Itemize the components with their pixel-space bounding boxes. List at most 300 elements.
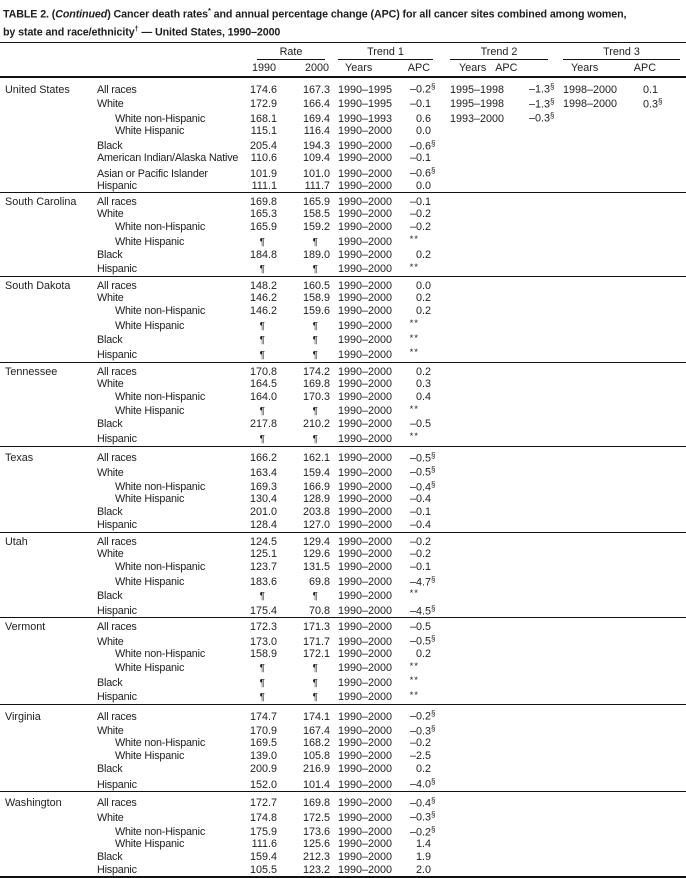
trend2-apc	[507, 277, 551, 293]
apc-value: –0.5	[409, 635, 431, 648]
trend3-years	[551, 404, 625, 419]
trend1-years: 1990–2000	[338, 292, 393, 305]
trend1-years: 1990–2000	[338, 576, 393, 589]
rate-1990: 146.2	[249, 292, 277, 305]
trend1-apc: –0.2§	[409, 709, 436, 723]
race-label: White	[97, 208, 124, 221]
trend3-apc	[625, 750, 686, 763]
trend2-apc	[507, 464, 551, 479]
trend2-years	[437, 221, 507, 234]
trend2-years	[437, 418, 507, 431]
table-row	[0, 864, 686, 877]
trend1-years: 1990–2000	[338, 319, 393, 332]
trend2-years	[437, 262, 507, 277]
title-text: — United States, 1990–2000	[138, 26, 281, 39]
table-row	[0, 675, 686, 690]
trend1-years: 1990–2000	[338, 647, 393, 660]
trend3-years	[551, 180, 625, 193]
trend3-apc	[625, 77, 686, 96]
trend1-apc	[407, 506, 437, 519]
state-label	[0, 333, 95, 348]
race-label: Hispanic	[97, 263, 137, 276]
trend2-apc	[507, 661, 551, 676]
table-row	[0, 588, 686, 603]
trend3-years	[551, 347, 625, 362]
trend3-years	[551, 675, 625, 690]
race-label: White Hispanic	[115, 235, 185, 248]
rate-2000: 128.9	[302, 493, 330, 506]
state-label	[0, 431, 95, 446]
trend1-years: 1990–2000	[338, 797, 393, 810]
table-row	[0, 561, 686, 574]
race-label: White non-Hispanic	[115, 560, 206, 573]
apc-value: 0.2	[415, 763, 431, 776]
table-row	[0, 519, 686, 532]
trend3-apc	[625, 391, 686, 404]
rate-1990: 148.2	[249, 280, 277, 293]
race-label: Black	[97, 334, 123, 347]
trend3-apc	[625, 110, 686, 125]
trend2-years	[437, 618, 507, 634]
race-label: Black	[97, 248, 123, 261]
trend3-years	[551, 648, 625, 661]
rate-2000: 160.5	[302, 280, 330, 293]
trend3-apc	[625, 249, 686, 262]
trend1-apc	[407, 391, 437, 404]
rate-2000: 70.8	[308, 605, 330, 618]
trend3-years	[551, 633, 625, 648]
trend3-years	[551, 737, 625, 750]
race-label: All races	[97, 365, 137, 378]
trend1-years: 1990–2000	[338, 519, 393, 532]
table-row	[0, 180, 686, 193]
trend2-years	[437, 633, 507, 648]
suppressed-marker: **	[409, 675, 419, 687]
apc-value: –0.2	[409, 221, 431, 234]
race-label: All races	[97, 710, 137, 723]
table-row	[0, 110, 686, 125]
race-label: Black	[97, 506, 123, 519]
trend3-apc	[625, 506, 686, 519]
trend2-apc	[507, 838, 551, 851]
trend2-years	[437, 234, 507, 249]
rate-1990: 175.4	[249, 605, 277, 618]
trend3-apc	[625, 588, 686, 603]
apc-value: –0.2	[409, 737, 431, 750]
rate-2000: 167.3	[302, 83, 330, 96]
trend3-apc	[625, 333, 686, 348]
trend2-apc	[507, 391, 551, 404]
trend2-apc	[507, 180, 551, 193]
trend1-years: 1990–2000	[338, 778, 393, 791]
apc-value: –4.7	[409, 576, 431, 589]
rate-1990: 166.2	[249, 452, 277, 465]
table-row	[0, 96, 686, 111]
trend2-years	[437, 690, 507, 705]
race-label: White non-Hispanic	[115, 390, 206, 403]
trend2-years	[437, 776, 507, 791]
state-label	[0, 661, 95, 676]
table-row	[0, 464, 686, 479]
trend3-years	[551, 791, 625, 809]
col-header-trend2-years-apc	[437, 60, 551, 77]
suppressed-marker: **	[409, 347, 419, 359]
rate-2000: ¶	[312, 320, 318, 332]
trend1-apc: –0.4§	[409, 795, 436, 810]
state-section	[0, 77, 686, 193]
rate-1990: 168.1	[249, 112, 277, 125]
state-label	[0, 690, 95, 705]
trend1-apc: –0.2§	[409, 82, 436, 96]
state-label	[0, 723, 95, 738]
trend3-apc	[625, 723, 686, 738]
trend2-apc: –1.3§	[528, 96, 555, 111]
apc-value: –0.4	[409, 481, 431, 494]
table-title	[0, 0, 686, 43]
rate-2000: 194.3	[302, 140, 330, 153]
apc-value: 0.0	[415, 280, 431, 293]
trend1-apc	[407, 305, 437, 318]
trend1-apc: –0.4§	[409, 479, 436, 494]
apc-value: –0.1	[409, 560, 431, 573]
rate-1990: 174.6	[249, 83, 277, 96]
suppressed-marker: **	[409, 660, 419, 672]
trend2-years	[437, 574, 507, 589]
trend2-apc	[507, 532, 551, 548]
race-label: Hispanic	[97, 348, 137, 361]
trend2-apc	[507, 333, 551, 348]
rate-1990: 184.8	[249, 248, 277, 261]
table-row	[0, 690, 686, 705]
apc-value: –0.5	[409, 466, 431, 479]
race-label: White non-Hispanic	[115, 826, 206, 839]
trend3-years	[551, 864, 625, 877]
trend1-years: 1990–2000	[338, 725, 393, 738]
race-label: White Hispanic	[115, 750, 185, 763]
trend3-apc	[625, 838, 686, 851]
table-row	[0, 378, 686, 391]
apc-value: –1.3	[528, 83, 550, 96]
rate-2000: 165.9	[302, 196, 330, 209]
trend2-apc	[507, 152, 551, 165]
trend1-years: 1990–2000	[338, 167, 393, 180]
table-row	[0, 277, 686, 293]
trend1-apc: –0.3§	[409, 810, 436, 824]
rate-1990: 183.6	[249, 576, 277, 589]
rate-1990: 158.9	[249, 647, 277, 660]
trend3-apc	[625, 165, 686, 180]
title-text: by state and race/ethnicity	[3, 26, 135, 39]
trend2-apc	[507, 851, 551, 864]
trend3-apc	[625, 234, 686, 249]
trend1-apc	[407, 588, 437, 603]
col-header-trend2-apc: APC	[495, 62, 518, 75]
trend3-apc	[625, 851, 686, 864]
trend2-years	[437, 864, 507, 877]
trend1-apc	[407, 292, 437, 305]
trend1-apc	[407, 347, 437, 362]
trend3-apc	[625, 618, 686, 634]
col-header-1990: 1990	[245, 60, 278, 77]
rate-2000: 174.1	[302, 710, 330, 723]
apc-value: 0.2	[415, 647, 431, 660]
apc-value: –0.2	[409, 547, 431, 560]
race-label: Hispanic	[97, 432, 137, 445]
trend3-years	[551, 561, 625, 574]
title-text: ) Cancer death rates	[107, 8, 208, 21]
trend1-apc: –0.5§	[409, 465, 436, 479]
trend3-years	[551, 208, 625, 221]
trend1-apc	[407, 208, 437, 221]
apc-value: 0.2	[415, 248, 431, 261]
trend1-years: 1990–2000	[338, 506, 393, 519]
trend2-years	[437, 180, 507, 193]
trend1-years: 1990–2000	[338, 737, 393, 750]
race-label: All races	[97, 797, 137, 810]
state-label	[0, 506, 95, 519]
trend1-years: 1990–2000	[338, 235, 393, 248]
trend1-years: 1990–2000	[338, 750, 393, 763]
apc-value: –0.5	[409, 418, 431, 431]
trend2-apc	[507, 705, 551, 723]
trend2-apc	[507, 776, 551, 791]
trend1-years: 1990–2000	[338, 481, 393, 494]
race-label: White Hispanic	[115, 662, 185, 675]
rate-1990: 169.3	[249, 481, 277, 494]
trend2-apc	[507, 446, 551, 464]
rate-1990: 115.1	[250, 124, 277, 137]
state-section	[0, 618, 686, 705]
trend1-years: 1990–2000	[338, 560, 393, 573]
trend3-apc	[625, 690, 686, 705]
rate-1990: 124.5	[249, 535, 277, 548]
apc-value: –2.5	[409, 750, 431, 763]
race-label: White	[97, 725, 124, 738]
rate-1990: 217.8	[249, 418, 277, 431]
trend2-years	[437, 648, 507, 661]
trend1-apc	[407, 690, 437, 705]
rate-1990: 123.7	[249, 560, 277, 573]
rate-2000: 169.4	[302, 112, 330, 125]
trend2-years	[437, 851, 507, 864]
trend1-apc	[407, 838, 437, 851]
suppressed-marker: **	[409, 689, 419, 701]
trend2-years	[437, 208, 507, 221]
rate-1990: 170.8	[249, 365, 277, 378]
data-table	[0, 43, 686, 878]
trend2-years	[437, 723, 507, 738]
rate-2000: 125.6	[302, 838, 330, 851]
trend3-apc	[625, 864, 686, 877]
trend1-apc	[407, 851, 437, 864]
trend3-years	[551, 464, 625, 479]
trend3-years	[551, 152, 625, 165]
suppressed-marker: **	[409, 261, 419, 273]
state-label	[0, 262, 95, 277]
race-label: White non-Hispanic	[115, 221, 206, 234]
trend1-apc	[407, 548, 437, 561]
trend2-apc: –1.3§	[528, 82, 555, 96]
suppressed-marker: **	[409, 403, 419, 415]
trend3-apc	[625, 519, 686, 532]
rate-1990: 172.9	[249, 98, 277, 111]
trend2-years	[437, 378, 507, 391]
rate-2000: ¶	[312, 433, 318, 445]
rate-group-header	[245, 43, 331, 60]
trend1-apc: –0.5§	[409, 634, 436, 648]
rate-2000: 169.8	[302, 797, 330, 810]
trend1-years: 1990–2000	[338, 838, 393, 851]
rate-1990: ¶	[259, 264, 265, 276]
trend3-apc	[625, 431, 686, 446]
race-label: White Hispanic	[115, 576, 185, 589]
state-label	[0, 221, 95, 234]
trend1-apc: –0.6§	[409, 166, 436, 180]
trend3-years	[551, 574, 625, 589]
trend2-apc	[507, 618, 551, 634]
trend2-years	[437, 404, 507, 419]
trend3-years	[551, 838, 625, 851]
state-label	[0, 588, 95, 603]
state-label	[0, 776, 95, 791]
trend1-apc	[407, 378, 437, 391]
apc-value: –0.3	[409, 811, 431, 824]
rate-2000: 129.6	[302, 547, 330, 560]
trend2-apc	[507, 305, 551, 318]
race-label: White Hispanic	[115, 124, 185, 137]
trend1-years: 1990–2000	[338, 676, 393, 689]
apc-value: –1.3	[528, 98, 550, 111]
table-row	[0, 193, 686, 209]
state-label	[0, 292, 95, 305]
table-row	[0, 548, 686, 561]
state-label	[0, 165, 95, 180]
apc-value: 2.0	[415, 864, 431, 877]
trend2-years	[437, 661, 507, 676]
trend3-years	[551, 234, 625, 249]
trend1-years: 1990–2000	[338, 466, 393, 479]
trend3-apc	[625, 763, 686, 776]
race-label: American Indian/Alaska Native	[97, 152, 239, 165]
trend2-years	[437, 193, 507, 209]
race-label: All races	[97, 196, 137, 209]
trend2-apc	[507, 574, 551, 589]
state-label	[0, 234, 95, 249]
state-label	[0, 347, 95, 362]
trend3-years	[551, 165, 625, 180]
apc-value: 1.4	[415, 838, 431, 851]
rate-2000: 203.8	[302, 506, 330, 519]
state-label	[0, 675, 95, 690]
apc-value: –0.4	[409, 493, 431, 506]
trend3-years	[551, 763, 625, 776]
apc-value: –0.2	[409, 710, 431, 723]
trend3-apc	[625, 574, 686, 589]
apc-value: 0.2	[415, 365, 431, 378]
rate-2000: 129.4	[302, 535, 330, 548]
trend2-years	[437, 588, 507, 603]
table-row	[0, 165, 686, 180]
state-label	[0, 809, 95, 824]
trend2-group-label: Trend 2	[450, 46, 548, 60]
trend1-years: 1990–1993	[338, 112, 393, 125]
column-header-row	[0, 60, 686, 77]
state-label	[0, 305, 95, 318]
title-continued-italic: Continued	[55, 8, 108, 21]
trend1-years: 1990–2000	[338, 365, 393, 378]
rate-1990: ¶	[259, 590, 265, 602]
state-label	[0, 464, 95, 479]
rate-2000: 101.0	[302, 167, 330, 180]
trend3-years: 1998–2000	[563, 98, 618, 111]
trend2-years	[437, 675, 507, 690]
trend1-years: 1990–2000	[338, 196, 393, 209]
rate-2000: 158.5	[302, 208, 330, 221]
trend1-years: 1990–2000	[338, 851, 393, 864]
rate-1990: 163.4	[249, 466, 277, 479]
trend1-years: 1990–2000	[338, 605, 393, 618]
trend3-years	[551, 138, 625, 153]
apc-value: –0.2	[409, 208, 431, 221]
rate-1990: ¶	[259, 236, 265, 248]
state-label	[0, 152, 95, 165]
trend1-apc: –0.6§	[409, 138, 436, 153]
rate-1990: 105.5	[249, 864, 277, 877]
trend3-apc	[625, 705, 686, 723]
rate-1990: 169.8	[249, 196, 277, 209]
table-row	[0, 618, 686, 634]
suppressed-marker: **	[409, 332, 419, 344]
rate-2000: 216.9	[302, 763, 330, 776]
state-label	[0, 378, 95, 391]
trend1-years: 1990–2000	[338, 547, 393, 560]
trend1-group-header	[331, 43, 437, 60]
trend2-years	[437, 705, 507, 723]
trend1-apc: –4.5§	[409, 603, 436, 618]
rate-1990: ¶	[259, 677, 265, 689]
trend1-years: 1990–2000	[338, 864, 393, 877]
rate-1990: ¶	[259, 406, 265, 418]
table-row	[0, 318, 686, 333]
trend2-apc	[507, 493, 551, 506]
trend2-apc	[507, 561, 551, 574]
trend1-years: 1990–2000	[338, 635, 393, 648]
trend1-years: 1990–2000	[338, 348, 393, 361]
trend2-apc	[507, 588, 551, 603]
table-row	[0, 77, 686, 96]
rate-1990: 165.3	[249, 208, 277, 221]
trend2-apc	[507, 431, 551, 446]
rate-2000: 171.3	[302, 621, 330, 634]
trend2-years	[437, 763, 507, 776]
trend3-years	[551, 193, 625, 209]
race-label: All races	[97, 535, 137, 548]
trend3-apc	[625, 318, 686, 333]
trend2-apc: –0.3§	[528, 111, 555, 125]
trend2-apc	[507, 165, 551, 180]
rate-2000: 123.2	[302, 864, 330, 877]
trend2-apc	[507, 690, 551, 705]
trend3-years	[551, 305, 625, 318]
trend2-years	[437, 152, 507, 165]
state-label	[0, 391, 95, 404]
trend1-years: 1990–2000	[338, 662, 393, 675]
state-label	[0, 318, 95, 333]
col-header-trend3-years: Years	[551, 60, 625, 77]
trend1-years: 1990–2000	[338, 124, 393, 137]
race-label: White	[97, 811, 124, 824]
trend2-apc	[507, 633, 551, 648]
